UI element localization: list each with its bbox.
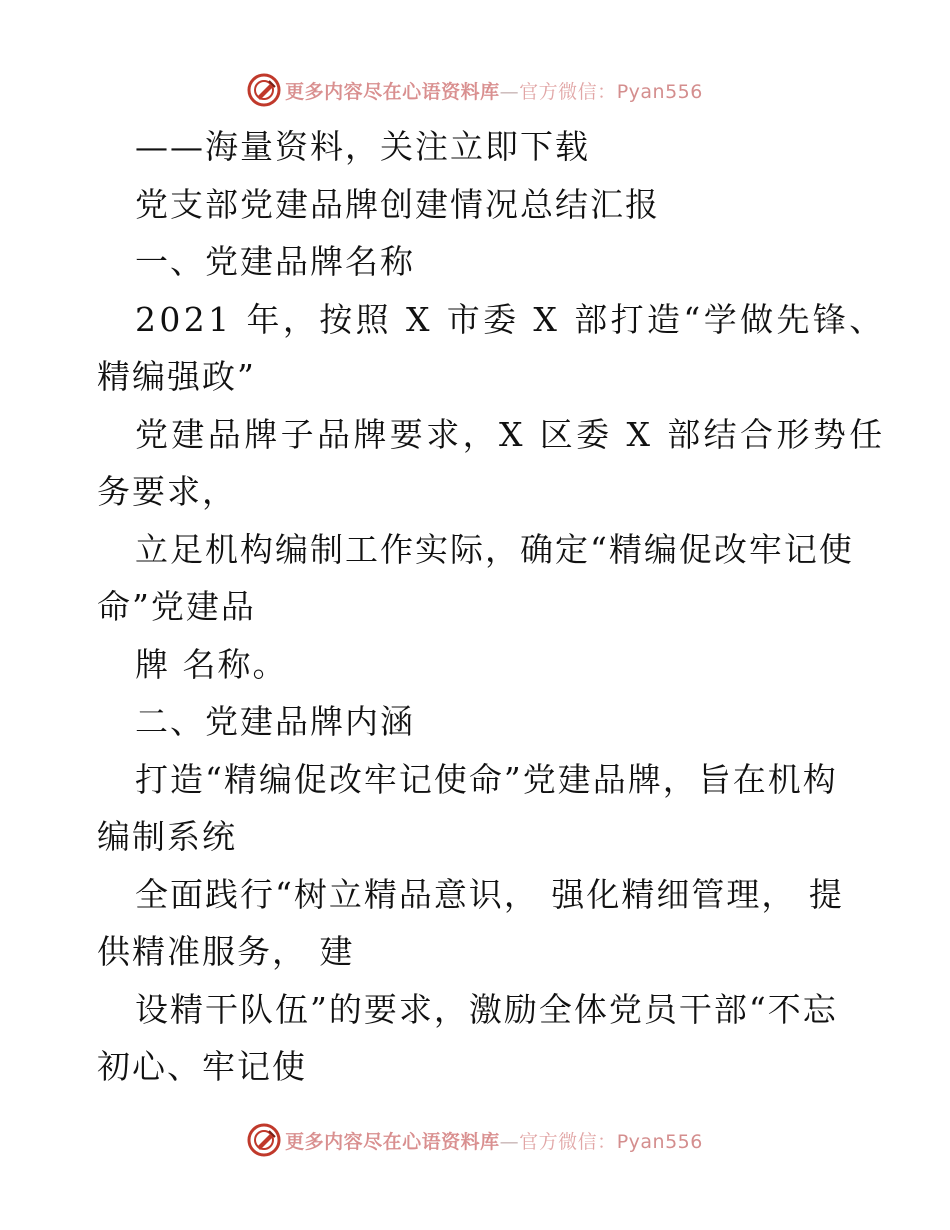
watermark-separator: — (499, 1130, 520, 1153)
text-line: 2021 年，按照 X 市委 X 部打造“学做先锋、 (135, 299, 886, 339)
text-line: 立足机构编制工作实际，确定“精编促改牢记使 (135, 529, 854, 569)
text-line: 命”党建品 (97, 587, 256, 626)
document-body (97, 118, 886, 1096)
text-line: 精编强政” (97, 357, 256, 396)
watermark-wechat-id: Pyan556 (616, 80, 703, 103)
watermark-wechat-id: Pyan556 (616, 1130, 703, 1153)
watermark-separator: — (499, 80, 520, 103)
text-line: 设精干队伍”的要求，激励全体党员干部“不忘 (135, 989, 838, 1029)
text-line: 初心、牢记使 (97, 1047, 307, 1086)
watermark-prefix: 更多内容尽在心语资料库 (285, 1130, 500, 1153)
section-heading: 一、党建品牌名称 (135, 242, 415, 281)
text-line: 党建品牌子品牌要求，X 区委 X 部结合形势任 (135, 414, 886, 454)
footer-watermark (0, 1120, 950, 1160)
text-line: 供精准服务， 建 (97, 932, 355, 971)
watermark-prefix: 更多内容尽在心语资料库 (285, 80, 500, 103)
watermark-text (285, 77, 703, 104)
section-heading: 二、党建品牌内涵 (135, 702, 415, 741)
text-line: 牌 名称。 (135, 644, 288, 684)
brand-logo-icon (247, 73, 281, 107)
watermark-text (285, 1127, 703, 1154)
brand-logo-icon (247, 1123, 281, 1157)
text-line: 务要求， (97, 472, 237, 511)
text-line: 全面践行“树立精品意识， 强化精细管理， 提 (135, 874, 844, 914)
text-line: 编制系统 (97, 817, 237, 856)
text-line: ——海量资料，关注立即下载 (135, 127, 590, 166)
watermark-suffix: 官方微信： (519, 80, 617, 103)
watermark-suffix: 官方微信： (519, 1130, 617, 1153)
text-line: 打造“精编促改牢记使命”党建品牌，旨在机构 (135, 759, 838, 799)
header-watermark (0, 70, 950, 110)
document-title: 党支部党建品牌创建情况总结汇报 (135, 184, 660, 224)
